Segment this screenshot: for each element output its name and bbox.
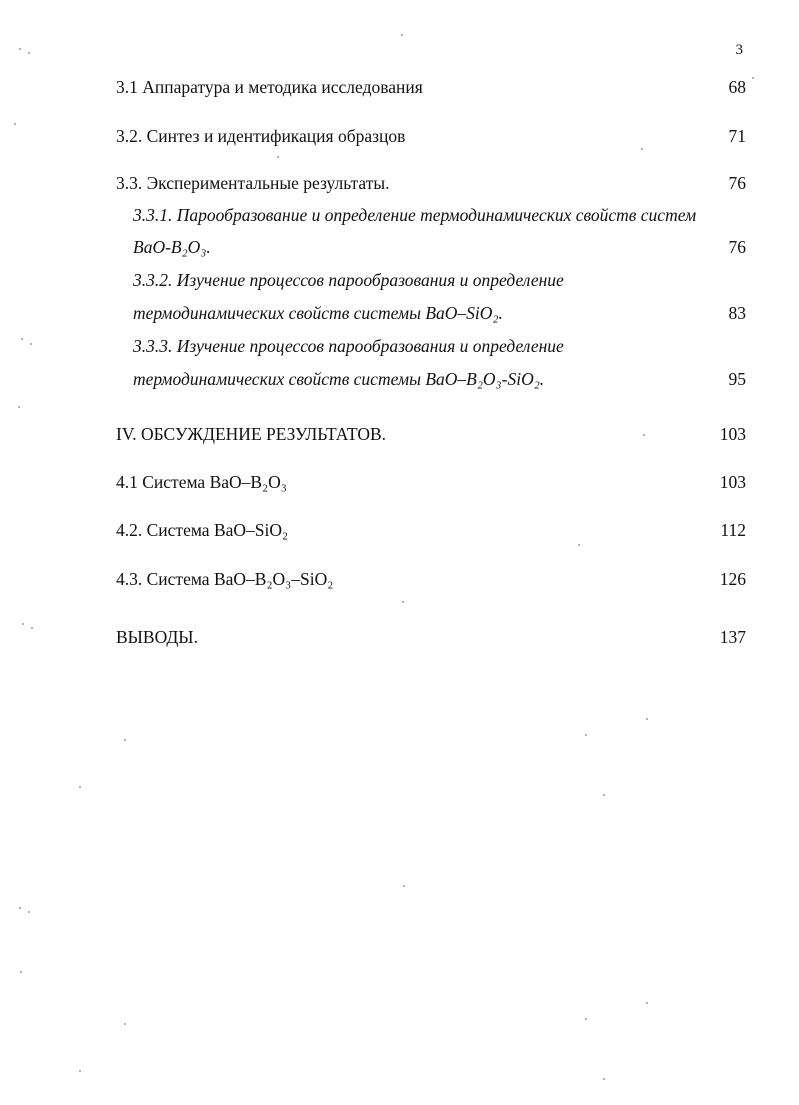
scan-speck (79, 1070, 81, 1072)
toc-entry-page: 103 (719, 472, 746, 492)
scan-speck (603, 1078, 605, 1080)
scan-speck (643, 434, 645, 436)
toc-entry-4-3 (116, 566, 746, 592)
toc-conclusions-title: ВЫВОДЫ. (116, 627, 198, 647)
scan-speck (19, 48, 21, 50)
scan-speck (403, 885, 405, 887)
toc-subentry-page: 95 (728, 369, 746, 389)
scan-speck (22, 623, 24, 625)
toc-entry-title: 3.2. Синтез и идентификация образцов (116, 126, 406, 146)
scan-speck (20, 971, 22, 973)
scan-speck (646, 1002, 648, 1004)
scan-speck (603, 794, 605, 796)
toc-entry-3-2 (116, 123, 746, 149)
toc-entry-4-1 (116, 469, 746, 495)
scan-speck (79, 786, 81, 788)
scan-speck (402, 601, 404, 603)
scan-speck (124, 1023, 126, 1025)
toc-entry-title: 3.1 Аппаратура и методика исследования (116, 77, 423, 97)
toc-chapter-title: IV. ОБСУЖДЕНИЕ РЕЗУЛЬТАТОВ. (116, 424, 387, 444)
scan-speck (641, 148, 643, 150)
toc-subentry-title-cont: термодинамических свойств системы BaO–SiO₂. (133, 303, 503, 323)
scan-speck (19, 907, 21, 909)
scan-speck (277, 156, 279, 158)
scan-speck (30, 343, 32, 345)
toc-entry-title: 4.2. Система BaO–SiO₂ (116, 520, 289, 540)
scan-speck (752, 77, 754, 79)
toc-entry-4-2 (116, 517, 746, 543)
toc-subentry-3-3-3-line1 (133, 333, 746, 359)
scan-speck (401, 34, 403, 36)
toc-entry-page: 68 (728, 77, 746, 97)
scan-speck (14, 123, 16, 125)
toc-chapter-page: 103 (719, 424, 746, 444)
page-number: 3 (735, 42, 743, 58)
toc-subentry-title: 3.3.2. Изучение процессов парообразования и определение (133, 270, 564, 290)
toc-entry-title: 4.3. Система BaO–B₂O₃–SiO₂ (116, 569, 334, 589)
toc-subentry-title: 3.3.3. Изучение процессов парообразования и определение (133, 336, 564, 356)
toc-entry-page: 71 (728, 126, 746, 146)
toc-entry-page: 126 (719, 569, 746, 589)
toc-subentry-page: 83 (728, 303, 746, 323)
toc-subentry-3-3-2-line1 (133, 267, 746, 293)
toc-subentry-3-3-1-line2 (133, 234, 746, 260)
toc-entry-title: 3.3. Экспериментальные результаты. (116, 173, 390, 193)
scan-speck (585, 1018, 587, 1020)
scan-speck (28, 911, 30, 913)
scan-speck (646, 718, 648, 720)
toc-entry-page: 76 (728, 173, 746, 193)
toc-subentry-title-cont: термодинамических свойств системы BaO–B₂O₃-SiO₂. (133, 369, 545, 389)
toc-subentry-3-3-1-line1 (133, 202, 746, 228)
scan-speck (18, 406, 20, 408)
toc-subentry-title-cont: BaO-B₂O₃. (133, 237, 211, 257)
toc-entry-title: 4.1 Система BaO–B₂O₃ (116, 472, 287, 492)
toc-subentry-3-3-2-line2 (133, 300, 746, 326)
scan-speck (28, 52, 30, 54)
scan-speck (578, 544, 580, 546)
toc-conclusions (116, 624, 746, 650)
toc-chapter-iv (116, 421, 746, 447)
toc-entry-3-1 (116, 74, 746, 100)
toc-subentry-page: 76 (728, 237, 746, 257)
toc-entry-3-3 (116, 170, 746, 196)
scan-speck (585, 734, 587, 736)
toc-subentry-title: 3.3.1. Парообразование и определение термодинамических свойств систем (133, 205, 697, 225)
toc-entry-page: 112 (720, 520, 746, 540)
toc-conclusions-page: 137 (719, 627, 746, 647)
toc-subentry-3-3-3-line2 (133, 366, 746, 392)
scan-speck (31, 627, 33, 629)
scan-speck (21, 338, 23, 340)
scan-speck (124, 739, 126, 741)
